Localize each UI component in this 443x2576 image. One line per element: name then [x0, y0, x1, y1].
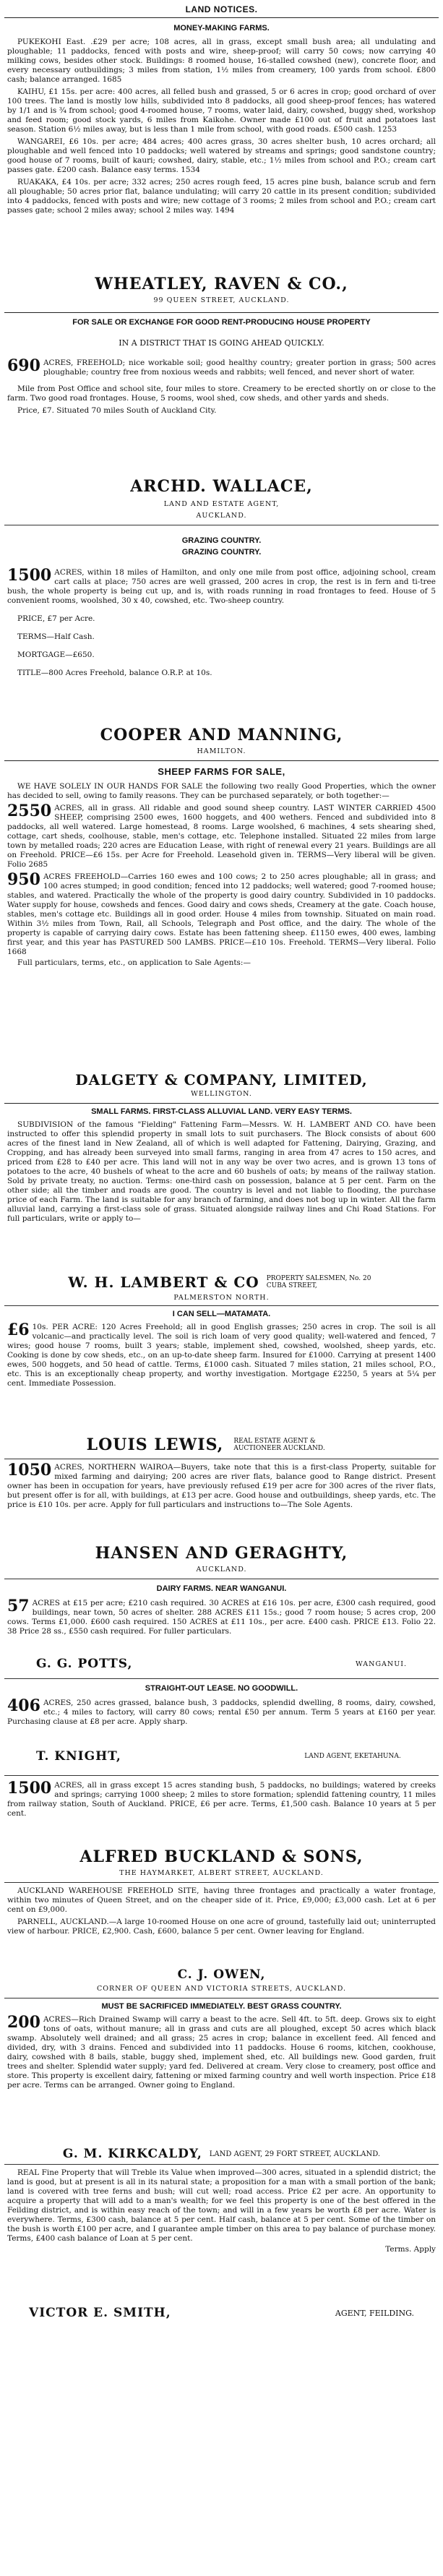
grazing-heading-2: GRAZING COUNTRY.	[181, 548, 262, 557]
acreage-number: 2550	[7, 802, 52, 820]
straight-ad	[7, 1696, 436, 1727]
sheep-ad-3: Full particulars, terms, etc., on application to Sale Agents:—	[17, 958, 251, 967]
ad-kaihu: KAIHU, £1 15s. per acre: 400 acres, all felled bush and grassed, 5 or 6 acres in crop; good orchard of over 100 trees. The land is mostly low hills, subdivided into 8 paddocks, all good sheep-proof fences; has watered by 1/1 and is ¾ from school; good 4-roomed house, 7 rooms, water laid, dairy, cowshed, buggy shed, workshop and feed room; good stock yards, 6 miles from Kaikohe. Owner made £100 out of fruit and potatoes last season. Station 6½ miles away, but is less than 1 mile from school, with good roads. £500 cash. 1253	[7, 87, 436, 134]
section-title: LAND NOTICES.	[185, 4, 258, 14]
acreage-number: 406	[7, 1696, 40, 1715]
ad-wangarei: WANGAREI, £6 10s. per acre; 484 acres; 400 acres grass, 30 acres shelter bush, 10 acres orchard; all ploughable and well fenced into 10 paddocks; well watered by streams and springs; good sandstone country; good house of 7 rooms, built of kauri; cowshed, dairy, stable, etc.; 1½ miles from school and P.O.; cream cart passes gate. £200 cash. Balance easy terms. 1534	[7, 137, 436, 174]
firm-hansen: HANSEN AND GERAGHTY,	[95, 1544, 348, 1563]
grazing-price: PRICE, £7 per Acre.	[17, 614, 95, 623]
divider	[4, 760, 439, 761]
divider	[4, 1103, 439, 1104]
lambert-signature	[7, 1274, 436, 1291]
knight-suffix: LAND AGENT, EKETAHUNA.	[304, 1753, 401, 1760]
exchange-price: Price, £7. Situated 70 miles South of Auckland City.	[17, 406, 217, 415]
firm-dalgety: DALGETY & COMPANY, LIMITED,	[75, 1071, 368, 1089]
address-hansen: AUCKLAND.	[196, 1566, 247, 1573]
address-wallace-2: AUCKLAND.	[196, 512, 247, 520]
smith-signature	[7, 2306, 436, 2320]
owen-ad-2: PARNELL, AUCKLAND.—A large 10-roomed House on one acre of ground, tastefully laid out; uninterrupted view of harbour. PRICE, £2,900. Cash, £600, balance 5 per cent. Owner leaving for England.	[7, 1918, 436, 1936]
grazing-mortgage: MORTGAGE—£650.	[17, 651, 95, 659]
buckland-ad	[7, 1781, 436, 1819]
firm-kirkcaldy: G. M. KIRKCALDY,	[62, 2147, 202, 2161]
price-number: £6	[7, 1321, 30, 1339]
sheep-ads	[7, 782, 436, 968]
matamata-heading: I CAN SELL—MATAMATA.	[172, 1310, 271, 1318]
exchange-body-2: Mile from Post Office and school site, four miles to store. Creamery to be erected shortly on or close to the farm. Two good road frontages. House, 5 rooms, wool shed, cow sheds, and other yards and sheds.	[7, 385, 436, 403]
grazing-heading-1: GRAZING COUNTRY.	[181, 536, 262, 545]
divider	[4, 1305, 439, 1306]
kirkcaldy-suffix: LAND AGENT, 29 FORT STREET, AUCKLAND.	[209, 2150, 381, 2158]
alluvial-body: SUBDIVISION of the famous "Fielding" Fattening Farm—Messrs. W. H. LAMBERT AND CO. have been instructed to offer this splendid property in small lots to suit purchasers. The Block consists of about 600 acres of the finest land in New Zealand, all of which is well adapted for Fattening, Dairying, Grazing, and Cropping, and has already been surveyed into small farms, ranging in area from 47 acres to 150 acres, and priced from £28 to £40 per acre. This land will not in any way be over two acres, and is grown 13 tons of potatoes to the acre, 40 bushels of wheat to the acre and 60 bushels of oats; by means of the railway station. Sold by private treaty, no auction. Terms: one-third cash on possession, balance at 5 per cent. Farm on the other side; all the timber and roads are good. The country is level and not liable to flooding, the purchase price of each Farm. The land is suitable for any branch of farming, and does not bog up in winter. All the farm alluvial land, carrying a first-class sole of grass. Situated alongside railway lines and Chi Road Stations. For full particulars, write or apply to—	[7, 1120, 436, 1223]
wairoa-ad	[7, 1463, 436, 1510]
acreage-number: 1050	[7, 1461, 52, 1480]
smith-ad	[7, 2168, 436, 2254]
sheep-ad-2: ACRES FREEHOLD—Carries 160 ewes and 100 cows; 2 to 250 acres ploughable; all in grass; and 100 acres stumped; in good condition; fenced into 12 paddocks; well watered; good 7-roomed house; stables, and watered. Practically the whole of the property is good dairy country. Subdivided in 10 paddocks. Water supply for house, cowsheds and fences. Good dairy and cows sheds, Creamery at the gate. Coach house, stables, men's cottage etc. Buildings all in good order. House 4 miles from township. Situated on main road. Within 3½ miles from Town, Rail, all Schools, Telegraph and Post office, and the dairy. The whole of the property is capable of carrying dairy cows. Estate has been fattening sheep. £1150 ewes, 400 ewes, lambing first year, and this year has PASTURED 500 LAMBS. PRICE—£10 10s. Freehold. TERMS—Very liberal. Folio 1668	[7, 872, 436, 956]
matamata-body: 10s. PER ACRE: 120 Acres Freehold; all in good English grasses; 250 acres in crop. The soil is all volcanic—and practically level. The soil is rich loam of very good quality; well-watered and fenced, 7 wires; good house 7 rooms, built 3 years; stable, implement shed, cowshed, woolshed, sheep yards, etc. Cooking is done by cow sheds, etc., on an up-to-date sheep farm. Insured for £1000. Carrying at present 1400 ewes, 500 hoggets, and 50 head of cattle. Terms, £1000 cash. Situated 7 miles station, 21 miles school, P.O., etc. This is an exceptionally cheap property, and worthy investigation. Mortgage £2250, 5 years at 5¼ per cent. Immediate Possession.	[7, 1323, 436, 1388]
firm-lewis: LOUIS LEWIS,	[86, 1435, 224, 1454]
exchange-ad	[7, 356, 436, 416]
grazing-title: TITLE—800 Acres Freehold, balance O.R.P. at 10s.	[17, 669, 212, 677]
address-lambert: PALMERSTON NORTH.	[173, 1294, 270, 1302]
sheep-ad-1: ACRES, all in grass. All ridable and good sound sheep country. LAST WINTER CARRIED 4500 SHEEP, comprising 2500 ewes, 1600 hoggets, and 400 wethers. Fenced and subdivided into 8 paddocks, all well watered. Large homestead, 8 rooms. Large woolshed, 6 machines, 4 sets shearing shed, cottage, cart sheds, coolhouse, stable, men's cottage, etc. Telephone installed. Situated 22 miles from large town by metalled roads; 220 acres are Education Lease, with right of renewal every 21 years. Buildings are all on Freehold. PRICE—£6 15s. per Acre for Freehold. Leasehold given in. TERMS—Very liberal will be given. Folio 2685	[7, 804, 436, 869]
divider	[4, 2164, 439, 2165]
lewis-suffix: REAL ESTATE AGENT & AUCTIONEER AUCKLAND.	[233, 1438, 325, 1452]
smith-body: REAL Fine Property that will Treble its Value when improved—300 acres, situated in a splendid district; the land is good, but at present is all in its natural state; a proposition for a man with a small portion of the bank; land is covered with tree ferns and bush; will cut well; road access. Price £2 per acre. An opportunity to acquire a property that will add to a man's wealth; for we feel this property is one of the best offered in the Feilding district, and is within easy reach of the town; and will in a few years be worth £8 per acre. Water is everywhere. Terms, £300 cash, balance at 5 per cent. Half cash, balance at 5 per cent. Some of the timber on the bush is worth £100 per acre, and I guarantee ample timber on this area to pay balance of purchase money. Terms, £400 cash balance of Loan at 5 per cent.	[7, 2168, 436, 2243]
divider	[4, 1882, 439, 1883]
grazing-body: ACRES, within 18 miles of Hamilton, and only one mile from post office, adjoining school, cream cart calls at place; 750 acres are well grassed, 200 acres in crop, the rest is in fern and ti-tree bush, the whole property is being cut up, and is, with roads running in road frontages to feed. House of 5 convenient rooms, woolshed, 30 x 40, cowshed, etc. Two-sheep country.	[7, 568, 436, 605]
wanganui-ad	[7, 1599, 436, 1636]
firm-lambert: W. H. LAMBERT & CO	[68, 1274, 259, 1291]
alluvial-heading: SMALL FARMS. FIRST-CLASS ALLUVIAL LAND. VERY EASY TERMS.	[91, 1107, 352, 1116]
acreage-number: 57	[7, 1597, 30, 1615]
money-making-heading: MONEY-MAKING FARMS.	[173, 24, 270, 33]
address-owen: CORNER OF QUEEN AND VICTORIA STREETS, AUCKLAND.	[96, 1985, 347, 1993]
straight-heading: STRAIGHT-OUT LEASE. NO GOODWILL.	[145, 1684, 298, 1693]
divider	[4, 1678, 439, 1679]
wanganui-heading: DAIRY FARMS. NEAR WANGANUI.	[156, 1584, 287, 1593]
smith-suffix: AGENT, FEILDING.	[335, 2308, 414, 2318]
buckland-body: ACRES, all in grass except 15 acres standing bush, 5 paddocks, no buildings; watered by creeks and springs; carrying 1000 sheep; 2 miles to store formation; splendid fattening country, 11 miles from railway station, South of Auckland. PRICE, £6 per acre. Terms, £1,500 cash. Balance 10 years at 5 per cent.	[7, 1781, 436, 1818]
address-dalgety: WELLINGTON.	[191, 1090, 252, 1098]
address-cooper: HAMILTON.	[197, 747, 246, 755]
acreage-number: 1500	[7, 1779, 52, 1798]
address-wallace-1: LAND AND ESTATE AGENT,	[163, 500, 280, 508]
matamata-ad	[7, 1323, 436, 1388]
owen-ad-1: AUCKLAND WAREHOUSE FREEHOLD SITE, having three frontages and practically a water frontage, within two minutes of Queen Street, and on the cheaper side of it. Price, £9,000; £3,000 cash. Let at 6 per cent on £9,000.	[7, 1886, 436, 1914]
potts-signature	[7, 1657, 436, 1671]
acreage-number: 950	[7, 870, 40, 889]
acreage-number: 690	[7, 356, 40, 375]
firm-smith: VICTOR E. SMITH,	[29, 2306, 171, 2320]
acreage-number: 1500	[7, 566, 52, 585]
divider	[4, 17, 439, 18]
sheep-heading: SHEEP FARMS FOR SALE,	[158, 766, 285, 777]
kirkcaldy-ad	[7, 2015, 436, 2090]
alluvial-ad	[7, 1120, 436, 1224]
exchange-heading: FOR SALE OR EXCHANGE FOR GOOD RENT-PRODUCING HOUSE PROPERTY	[72, 318, 371, 327]
wanganui-body: ACRES at £15 per acre; £210 cash required. 30 ACRES at £16 10s. per acre, £300 cash required, good buildings, near town, 50 acres of shelter. 288 ACRES £11 15s.; good 7 room house; 5 acres crop, 200 cows. Terms £1,000. £600 cash required. 150 ACRES at £11 10s., per acre. £400 cash. PRICE £13. Folio 22. 38 Price 28 ss., £550 cash required. For fuller particulars.	[7, 1599, 436, 1636]
divider	[4, 312, 439, 313]
straight-body: ACRES, 250 acres grassed, balance bush, 3 paddocks, splendid dwelling, 8 rooms, dairy, cowshed, etc.; 4 miles to factory, will carry 80 cows; rental £50 per annum. Term 5 years at £160 per year. Purchasing clause at £8 per acre. Apply sharp.	[7, 1699, 436, 1726]
address-potts: WANGANUI.	[355, 1660, 407, 1668]
firm-cooper: COOPER AND MANNING,	[100, 726, 343, 744]
firm-wallace: ARCHD. WALLACE,	[130, 477, 313, 496]
knight-signature	[7, 1749, 436, 1764]
lambert-suffix: PROPERTY SALESMEN, No. 20 CUBA STREET,	[266, 1275, 371, 1289]
lewis-signature	[7, 1435, 436, 1454]
sheep-intro: WE HAVE SOLELY IN OUR HANDS FOR SALE the following two really Good Properties, which the owner has decided to sell, owing to family reasons. They can be purchased separately, or both together:—	[7, 782, 436, 800]
ad-ruakaka: RUAKAKA, £4 10s. per acre; 332 acres; 250 acres rough feed, 15 acres pine bush, balance scrub and fern all ploughable; 50 acres prior flat, balance undulating; will carry 20 cattle in its present condition; subdivided into 4 paddocks, fenced with posts and wire; new cottage of 3 rooms; 2 miles from school and P.O.; cream cart passes gate; school 2 miles away; school 2 miles way. 1494	[7, 178, 436, 215]
ad-pukekohi: PUKEKOHI East. .£29 per acre; 108 acres, all in grass, except small bush area; all undulating and ploughable; 11 paddocks, fenced with posts and wire, sheep-proof; will carry 50 cows; now carrying 40 milking cows, besides other stock. Buildings: 8 roomed house, 16-stalled cowshed (new), concrete floor, and every necessary outbuildings; 3 miles from station, 1½ miles from creamery, 100 yards from school. £800 cash; balance arranged. 1685	[7, 38, 436, 84]
firm-owen: C. J. OWEN,	[177, 1967, 266, 1982]
divider	[4, 1775, 439, 1776]
firm-buckland: ALFRED BUCKLAND & SONS,	[79, 1847, 364, 1866]
firm-knight: T. KNIGHT,	[36, 1749, 121, 1764]
money-making-ads	[7, 38, 436, 215]
firm-wheatley: WHEATLEY, RAVEN & CO.,	[95, 275, 348, 293]
exchange-body: ACRES, FREEHOLD; nice workable soil; good healthy country; greater portion in grass; 500 acres ploughable; country free from noxious weeds and rabbits; well fenced, and never short of water.	[43, 359, 436, 377]
address-buckland: THE HAYMARKET, ALBERT STREET, AUCKLAND.	[119, 1869, 324, 1877]
acreage-number: 200	[7, 2013, 40, 2032]
grazing-ad	[7, 568, 436, 678]
grazing-terms: TERMS—Half Cash.	[17, 632, 95, 641]
smith-terms: Terms. Apply	[385, 2245, 436, 2254]
address-wheatley: 99 QUEEN STREET, AUCKLAND.	[153, 296, 290, 304]
kirkcaldy-signature	[7, 2147, 436, 2161]
kirkcaldy-body: ACRES—Rich Drained Swamp will carry a beast to the acre. Sell 4ft. to 5ft. deep. Grows six to eight tons of oats, without manure; all in grass and cuts are all ploughed, except 50 acres which black swamp. Absolutely well drained; and all grass; 25 acres in crop; balance in excellent feed. All fenced and divided, dry, with 3 drains. Fenced and subdivided into 11 paddocks. House 6 rooms, kitchen, cookhouse, dairy, cowshed with 8 bails, stable, buggy shed, implement shed, etc. All buildings new. Good garden, fruit trees and shelter. Splendid water supply; yard fed. Delivered at cream. Very close to creamery, post office and store. This property is excellent dairy, fattening or mixed farming country and well worth inspection. Price £18 per acre. Terms can be arranged. Owner going to England.	[7, 2015, 436, 2090]
exchange-subheading: IN A DISTRICT THAT IS GOING AHEAD QUICKLY.	[119, 338, 324, 348]
wairoa-body: ACRES, NORTHERN WAIROA—Buyers, take note that this is a first-class Property, suitable for mixed farming and dairying; 200 acres are river flats, balance good to Range district. Present owner has been in occupation for years, have previously refused £19 per acre for 300 acres of the river flats, but present offer is for all, with buildings, at £13 per acre. Good house and outbuildings, sheep yards, etc. The price is £10 10s. per acre. Apply for full particulars and instructions to—The Sole Agents.	[7, 1463, 436, 1509]
owen-ads	[7, 1886, 436, 1936]
firm-potts: G. G. POTTS,	[36, 1657, 133, 1671]
kirkcaldy-heading: MUST BE SACRIFICED IMMEDIATELY. BEST GRASS COUNTRY.	[101, 2002, 342, 2011]
